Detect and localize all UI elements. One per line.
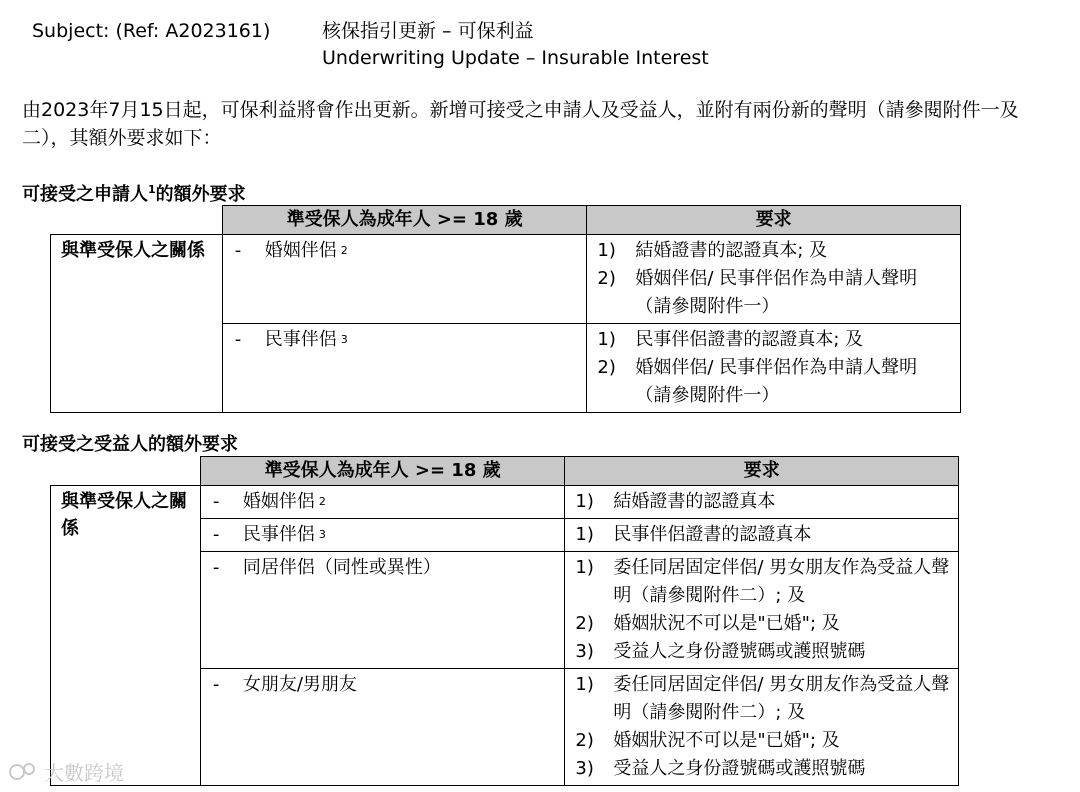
requirements-cell bbox=[587, 235, 961, 324]
requirements-list bbox=[565, 552, 958, 668]
requirement-number: 3) bbox=[575, 758, 594, 779]
relationship-type: 同居伴侶（同性或異性） bbox=[242, 557, 441, 578]
requirements-list bbox=[587, 324, 960, 412]
who-cell bbox=[200, 486, 565, 519]
requirement-text: 民事伴侶證書的認證真本 bbox=[613, 524, 812, 545]
table-row bbox=[51, 235, 961, 324]
applicant-heading bbox=[22, 180, 246, 206]
bullet-dash: - bbox=[234, 329, 242, 350]
beneficiary-header-row bbox=[51, 457, 959, 486]
requirement-number: 1) bbox=[575, 674, 594, 695]
applicant-table bbox=[50, 205, 961, 413]
watermark bbox=[8, 757, 124, 786]
table-row bbox=[51, 486, 959, 519]
requirement-item bbox=[597, 265, 952, 321]
who-cell bbox=[222, 324, 587, 413]
bullet-dash: - bbox=[212, 524, 220, 545]
requirement-text: 委任同居固定伴侶/ 男女朋友作為受益人聲明（請參閱附件二）; 及 bbox=[613, 674, 950, 723]
who-cell bbox=[222, 235, 587, 324]
requirement-text: 結婚證書的認證真本; 及 bbox=[635, 240, 828, 261]
bullet-dash: - bbox=[212, 491, 220, 512]
requirement-number: 1) bbox=[575, 491, 594, 512]
beneficiary-heading: 可接受之受益人的額外要求 bbox=[22, 434, 238, 455]
requirements-list bbox=[565, 669, 958, 785]
footnote-ref: 3 bbox=[340, 333, 348, 346]
beneficiary-col-req: 要求 bbox=[565, 457, 959, 486]
requirements-cell bbox=[565, 552, 959, 669]
applicant-col-req: 要求 bbox=[587, 206, 961, 235]
requirement-item bbox=[597, 237, 952, 265]
requirements-cell bbox=[587, 324, 961, 413]
requirement-number: 2) bbox=[575, 730, 594, 751]
requirement-text: 婚姻伴侶/ 民事伴侶作為申請人聲明（請參閱附件一） bbox=[635, 268, 918, 317]
intro-paragraph: 由2023年7月15日起，可保利益將會作出更新。新增可接受之申請人及受益人，並附有兩份新的聲明（請參閱附件一及二），其額外要求如下： bbox=[22, 99, 1019, 149]
requirements-cell bbox=[565, 669, 959, 786]
subject-title-en: Underwriting Update – Insurable Interest bbox=[322, 47, 709, 69]
requirements-list bbox=[587, 235, 960, 323]
brand-logo-icon bbox=[8, 761, 38, 783]
bullet-dash: - bbox=[212, 674, 220, 695]
subject-title-zh: 核保指引更新 – 可保利益 bbox=[322, 20, 534, 42]
applicant-heading-suffix: 的額外要求 bbox=[155, 184, 246, 205]
requirement-item bbox=[575, 521, 950, 549]
requirement-number: 2) bbox=[575, 613, 594, 634]
relationship-cell: 與準受保人之關係 bbox=[51, 486, 201, 786]
applicant-col-who: 準受保人為成年人 >= 18 歲 bbox=[222, 206, 587, 235]
relationship-type: 民事伴侶 bbox=[264, 329, 337, 350]
requirement-item bbox=[597, 326, 952, 354]
requirement-text: 婚姻狀況不可以是"已婚"; 及 bbox=[613, 730, 840, 751]
requirement-item bbox=[575, 638, 950, 666]
requirement-number: 3) bbox=[575, 641, 594, 662]
requirement-text: 民事伴侶證書的認證真本; 及 bbox=[635, 329, 864, 350]
requirements-list bbox=[565, 486, 958, 518]
requirement-item bbox=[575, 488, 950, 516]
requirement-item bbox=[575, 671, 950, 727]
requirement-number: 1) bbox=[597, 240, 616, 261]
requirement-item bbox=[575, 755, 950, 783]
footnote-ref: 2 bbox=[340, 244, 348, 257]
relationship-type: 婚姻伴侶 bbox=[264, 240, 337, 261]
header-spacer bbox=[51, 457, 201, 486]
requirements-list bbox=[565, 519, 958, 551]
applicant-heading-text: 可接受之申請人 bbox=[22, 184, 148, 205]
subject-ref: Subject: (Ref: A2023161) bbox=[32, 20, 271, 42]
footnote-ref: 2 bbox=[318, 495, 326, 508]
requirement-item bbox=[597, 354, 952, 410]
requirement-text: 婚姻狀況不可以是"已婚"; 及 bbox=[613, 613, 840, 634]
requirements-cell bbox=[565, 486, 959, 519]
bullet-dash: - bbox=[212, 557, 220, 578]
requirement-number: 1) bbox=[597, 329, 616, 350]
relationship-type: 民事伴侶 bbox=[242, 524, 315, 545]
requirement-text: 受益人之身份證號碼或護照號碼 bbox=[613, 758, 866, 779]
requirement-text: 受益人之身份證號碼或護照號碼 bbox=[613, 641, 866, 662]
requirement-text: 結婚證書的認證真本 bbox=[613, 491, 776, 512]
requirements-cell bbox=[565, 519, 959, 552]
relationship-type: 女朋友/男朋友 bbox=[242, 674, 357, 695]
requirement-number: 1) bbox=[575, 524, 594, 545]
applicant-footnote-ref: 1 bbox=[148, 183, 156, 196]
requirement-number: 2) bbox=[597, 357, 616, 378]
requirement-item bbox=[575, 610, 950, 638]
relationship-type: 婚姻伴侶 bbox=[242, 491, 315, 512]
applicant-header-row bbox=[51, 206, 961, 235]
who-cell bbox=[200, 669, 565, 786]
who-cell bbox=[200, 552, 565, 669]
who-cell bbox=[200, 519, 565, 552]
relationship-cell: 與準受保人之關係 bbox=[51, 235, 223, 413]
bullet-dash: - bbox=[234, 240, 242, 261]
requirement-item bbox=[575, 554, 950, 610]
header-spacer bbox=[51, 206, 223, 235]
requirement-item bbox=[575, 727, 950, 755]
requirement-text: 婚姻伴侶/ 民事伴侶作為申請人聲明（請參閱附件一） bbox=[635, 357, 918, 406]
requirement-number: 1) bbox=[575, 557, 594, 578]
beneficiary-table bbox=[50, 456, 959, 786]
requirement-text: 委任同居固定伴侶/ 男女朋友作為受益人聲明（請參閱附件二）; 及 bbox=[613, 557, 950, 606]
beneficiary-col-who: 準受保人為成年人 >= 18 歲 bbox=[200, 457, 565, 486]
footnote-ref: 3 bbox=[318, 528, 326, 541]
requirement-number: 2) bbox=[597, 268, 616, 289]
watermark-text: 大數跨境 bbox=[44, 761, 124, 785]
